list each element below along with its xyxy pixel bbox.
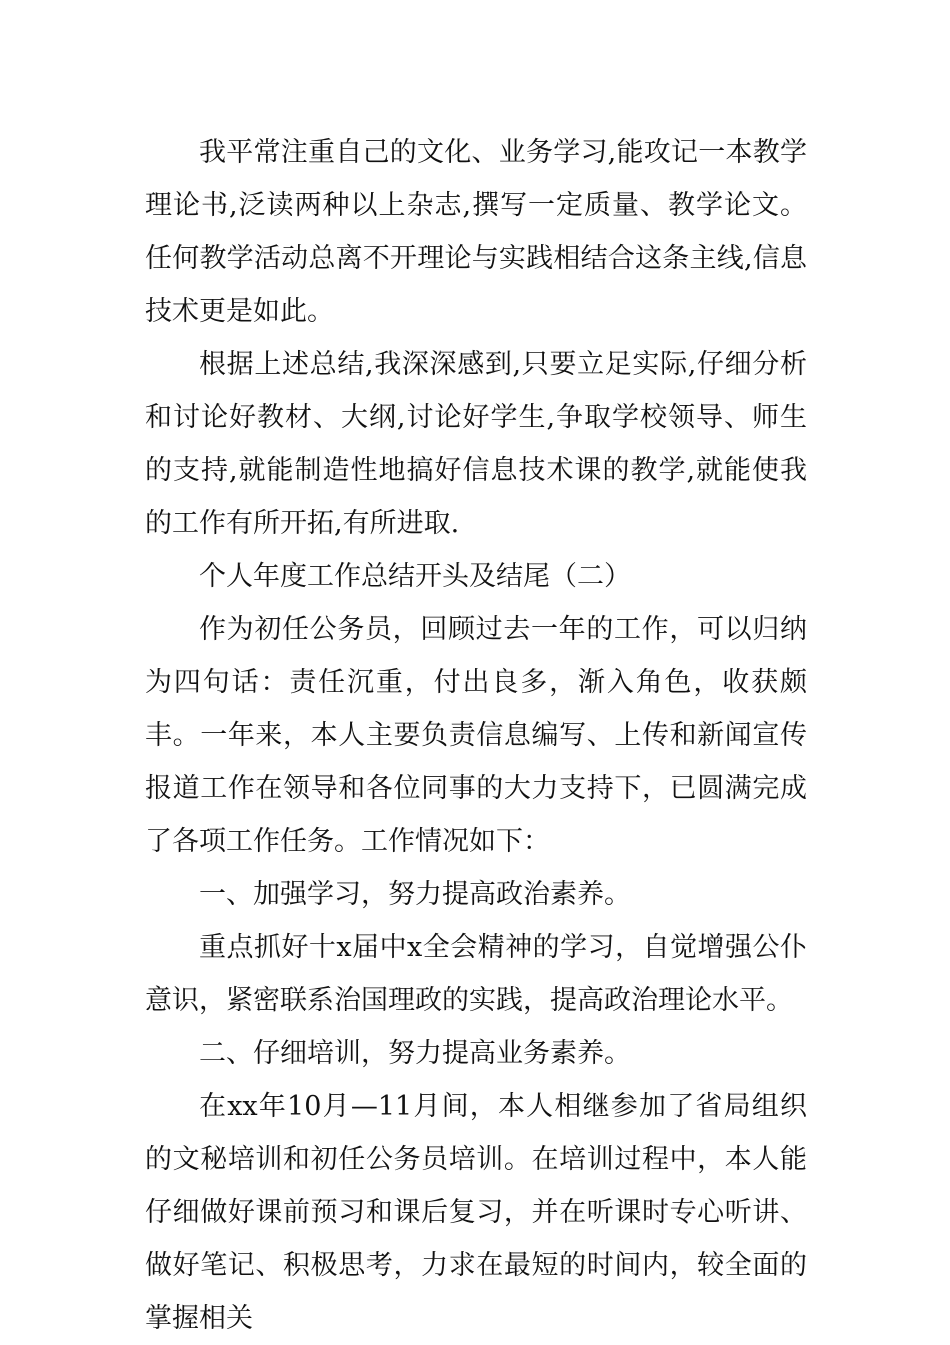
paragraph-summary-reflection: 根据上述总结,我深深感到,只要立足实际,仔细分析和讨论好教材、大纲,讨论好学生,争取学校领导、师生的支持,就能制造性地搞好信息技术课的教学,就能使我的工作有所开拓,有所进取. bbox=[145, 349, 807, 539]
subheading-political-study: 一、加强学习，努力提高政治素养。 bbox=[199, 879, 631, 910]
paragraph-political-study: 重点抓好十x届中x全会精神的学习，自觉增强公仆意识，紧密联系治国理政的实践，提高政治理论水平。 bbox=[145, 932, 807, 1016]
paragraph-year-overview: 作为初任公务员，回顾过去一年的工作，可以归纳为四句话：责任沉重，付出良多，渐入角色，收获颇丰。一年来，本人主要负责信息编写、上传和新闻宣传报道工作在领导和各位同事的大力支持下，已圆满完成了各项工作任务。工作情况如下： bbox=[145, 614, 807, 857]
paragraph-training: 在xx年10月—11月间，本人相继参加了省局组织的文秘培训和初任公务员培训。在培训过程中，本人能仔细做好课前预习和课后复习，并在听课时专心听讲、做好笔记、积极思考，力求在最短的时间内，较全面的掌握相关 bbox=[145, 1091, 807, 1334]
subheading-training: 二、仔细培训，努力提高业务素养。 bbox=[199, 1038, 631, 1069]
document-body bbox=[145, 126, 807, 1345]
section-title: 个人年度工作总结开头及结尾（二） bbox=[199, 561, 631, 592]
paragraph-study-habits: 我平常注重自己的文化、业务学习,能攻记一本教学理论书,泛读两种以上杂志,撰写一定质量、教学论文。任何教学活动总离不开理论与实践相结合这条主线,信息技术更是如此。 bbox=[145, 137, 807, 327]
